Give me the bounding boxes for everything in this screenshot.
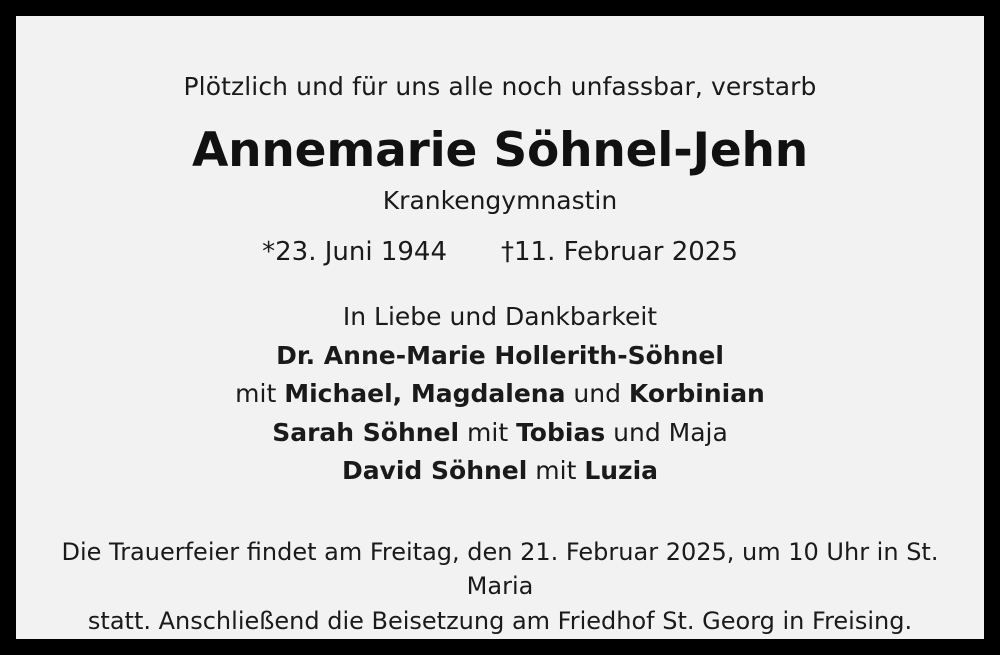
life-dates: [262, 237, 738, 267]
service-line-1: Die Trauerfeier findet am Freitag, den 21. Februar 2025, um 10 Uhr in St. Maria: [61, 537, 939, 601]
mourner-prefix: mit: [235, 379, 285, 408]
mourner-name: David Söhnel: [341, 456, 528, 485]
mourner-conjunction: mit: [459, 417, 517, 447]
mourners-block: [235, 299, 765, 489]
intro-text: Plötzlich und für uns alle noch unfassbar, verstarb: [183, 72, 817, 101]
death-date: †11. Februar 2025: [501, 237, 738, 267]
mourner-name: Luzia: [584, 456, 659, 485]
deceased-name: Annemarie Söhnel-Jehn: [191, 123, 809, 178]
mourner-line: [235, 453, 765, 489]
mourner-name: Tobias: [516, 417, 606, 447]
mourner-line: [235, 415, 765, 451]
obituary-notice: [16, 16, 984, 639]
mourner-name: Korbinian: [628, 379, 765, 408]
service-line-2: statt. Anschließend die Beisetzung am Friedhof St. Georg in Freising.: [87, 607, 913, 636]
service-details: [60, 535, 940, 639]
profession-text: Krankengymnastin: [382, 186, 618, 215]
mourner-conjunction: mit: [527, 456, 585, 485]
mourner-name: Dr. Anne-Marie Hollerith-Söhnel: [276, 340, 724, 370]
mourner-name: Sarah Söhnel: [272, 417, 460, 447]
mourner-line: [235, 376, 765, 412]
mourner-name: Michael, Magdalena: [284, 379, 566, 408]
mourners-intro: In Liebe und Dankbarkeit: [342, 302, 658, 331]
mourner-conjunction: und: [565, 379, 629, 408]
birth-date: *23. Juni 1944: [262, 237, 448, 267]
mourner-suffix: und Maja: [605, 417, 728, 447]
mourner-line: [235, 338, 765, 374]
